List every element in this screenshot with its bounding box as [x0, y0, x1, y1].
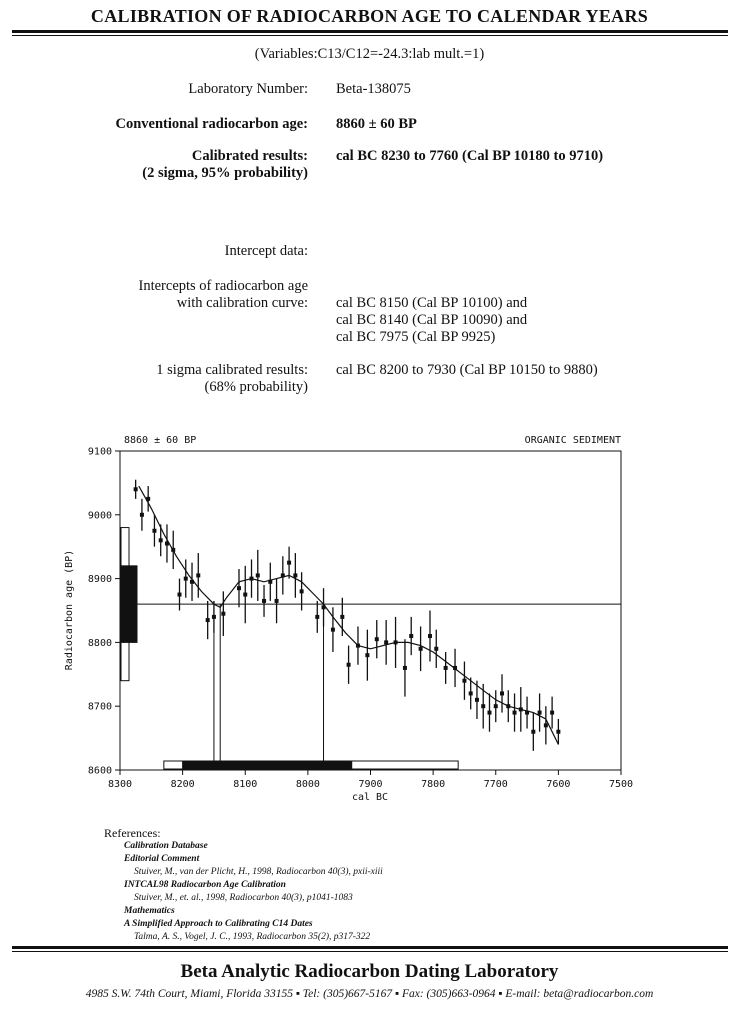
chart-subtitle: ORGANIC SEDIMENT	[524, 435, 621, 446]
data-point	[256, 573, 260, 577]
reference-title: Calibration Database	[124, 841, 208, 851]
data-point	[356, 644, 360, 648]
data-point	[165, 542, 169, 546]
data-point	[237, 586, 241, 590]
data-point	[140, 513, 144, 517]
data-point	[159, 538, 163, 542]
data-point	[494, 704, 498, 708]
data-point	[347, 663, 351, 667]
data-point	[190, 580, 194, 584]
data-point	[212, 615, 216, 619]
x-tick-label: 8300	[107, 779, 133, 790]
x-tick-label: 7700	[483, 779, 508, 790]
footer-rule	[12, 946, 728, 949]
intercept-value-3: cal BC 7975 (Cal BP 9925)	[336, 329, 496, 345]
reference-title: Editorial Comment	[124, 854, 200, 864]
data-point	[481, 704, 485, 708]
x-tick-label: 7600	[546, 779, 571, 790]
calibration-chart	[0, 425, 739, 815]
data-point	[221, 612, 225, 616]
one-sigma-label: 1 sigma calibrated results:	[156, 362, 308, 378]
lab-number-value: Beta-138075	[336, 81, 411, 97]
data-point	[375, 637, 379, 641]
y-tick-label: 8700	[87, 701, 112, 713]
data-point	[550, 711, 554, 715]
variables-line: (Variables:C13/C12=-24.3:lab mult.=1)	[254, 46, 485, 62]
intercepts-label-line2: with calibration curve:	[176, 295, 308, 311]
data-point	[403, 666, 407, 670]
calibrated-results-sublabel: (2 sigma, 95% probability)	[142, 165, 308, 181]
data-point	[322, 605, 326, 609]
data-point	[500, 691, 504, 695]
data-point	[315, 615, 319, 619]
data-point	[434, 647, 438, 651]
data-point	[556, 730, 560, 734]
reference-citation: Stuiver, M., van der Plicht, H., 1998, Radiocarbon 40(3), pxii-xiii	[134, 867, 383, 877]
data-point	[206, 618, 210, 622]
data-point	[184, 577, 188, 581]
laboratory-name: Beta Analytic Radiocarbon Dating Laboratory	[180, 961, 559, 982]
data-point	[365, 653, 369, 657]
data-point	[250, 577, 254, 581]
data-point	[487, 711, 491, 715]
title-rule-thin	[12, 35, 728, 36]
y-tick-label: 8800	[87, 637, 112, 649]
data-point	[281, 573, 285, 577]
reference-title: INTCAL98 Radiocarbon Age Calibration	[124, 880, 286, 890]
x-tick-label: 7500	[608, 779, 634, 790]
x-tick-label: 8200	[170, 779, 195, 790]
data-point	[444, 666, 448, 670]
data-point	[409, 634, 413, 638]
data-point	[152, 529, 156, 533]
intercepts-label-line1: Intercepts of radiocarbon age	[138, 278, 308, 294]
one-sigma-sublabel: (68% probability)	[204, 379, 308, 395]
data-point	[384, 640, 388, 644]
x-tick-label: 7900	[358, 779, 383, 790]
chart-y-axis-label: Radiocarbon age (BP)	[64, 549, 75, 671]
chart-data-points	[134, 480, 561, 751]
data-point	[475, 698, 479, 702]
data-point	[519, 707, 523, 711]
data-point	[340, 615, 344, 619]
data-point	[262, 599, 266, 603]
data-point	[525, 711, 529, 715]
y-tick-label: 9100	[87, 446, 112, 458]
data-point	[268, 580, 272, 584]
data-point	[462, 679, 466, 683]
intercept-value-2: cal BC 8140 (Cal BP 10090) and	[336, 312, 528, 328]
footer-rule-thin	[12, 951, 728, 952]
chart-x-axis-label: cal BC	[351, 792, 389, 803]
references-heading: References:	[104, 826, 161, 840]
data-point	[428, 634, 432, 638]
chart-title: 8860 ± 60 BP	[124, 435, 197, 446]
y-tick-label: 9000	[87, 510, 112, 522]
data-point	[287, 561, 291, 565]
reference-title: Mathematics	[124, 906, 175, 916]
calibrated-results-label: Calibrated results:	[191, 148, 308, 164]
data-point	[531, 730, 535, 734]
intercept-data-label: Intercept data:	[224, 243, 308, 259]
data-point	[300, 589, 304, 593]
data-point	[196, 573, 200, 577]
intercept-value-1: cal BC 8150 (Cal BP 10100) and	[336, 295, 528, 311]
document-title: CALIBRATION OF RADIOCARBON AGE TO CALENDAR YEARS	[90, 6, 649, 26]
data-point	[453, 666, 457, 670]
data-point	[513, 711, 517, 715]
title-rule	[12, 30, 728, 33]
data-point	[331, 628, 335, 632]
one-sigma-age-bar	[121, 566, 137, 643]
conventional-age-label: Conventional radiocarbon age:	[115, 116, 308, 132]
reference-citation: Talma, A. S., Vogel, J. C., 1993, Radiocarbon 35(2), p317-322	[134, 932, 371, 942]
data-point	[419, 647, 423, 651]
y-tick-label: 8900	[87, 574, 112, 586]
data-point	[293, 573, 297, 577]
data-point	[275, 599, 279, 603]
y-tick-label: 8600	[87, 765, 112, 777]
x-tick-label: 8000	[295, 779, 320, 790]
data-point	[171, 548, 175, 552]
data-point	[538, 711, 542, 715]
conventional-age-value: 8860 ± 60 BP	[336, 116, 417, 132]
data-point	[243, 593, 247, 597]
data-point	[544, 723, 548, 727]
lab-number-label: Laboratory Number:	[188, 81, 308, 97]
chart-gridlines	[120, 604, 621, 770]
x-tick-label: 7800	[421, 779, 446, 790]
laboratory-address: 4985 S.W. 74th Court, Miami, Florida 33155 ▪ Tel: (305)667-5167 ▪ Fax: (305)663-0964 ▪ E-mail: beta@radiocarbon.com	[85, 988, 654, 1000]
reference-citation: Stuiver, M., et. al., 1998, Radiocarbon 40(3), p1041-1083	[134, 893, 353, 903]
data-point	[394, 640, 398, 644]
data-point	[146, 497, 150, 501]
one-sigma-value: cal BC 8200 to 7930 (Cal BP 10150 to 9880)	[336, 362, 598, 378]
calibrated-results-value: cal BC 8230 to 7760 (Cal BP 10180 to 9710)	[336, 148, 604, 164]
data-point	[134, 487, 138, 491]
data-point	[469, 691, 473, 695]
x-tick-label: 8100	[233, 779, 258, 790]
data-point	[506, 704, 510, 708]
chart-ticks	[88, 447, 633, 791]
reference-title: A Simplified Approach to Calibrating C14 Dates	[124, 919, 313, 929]
one-sigma-cal-bar	[183, 761, 352, 769]
data-point	[177, 593, 181, 597]
